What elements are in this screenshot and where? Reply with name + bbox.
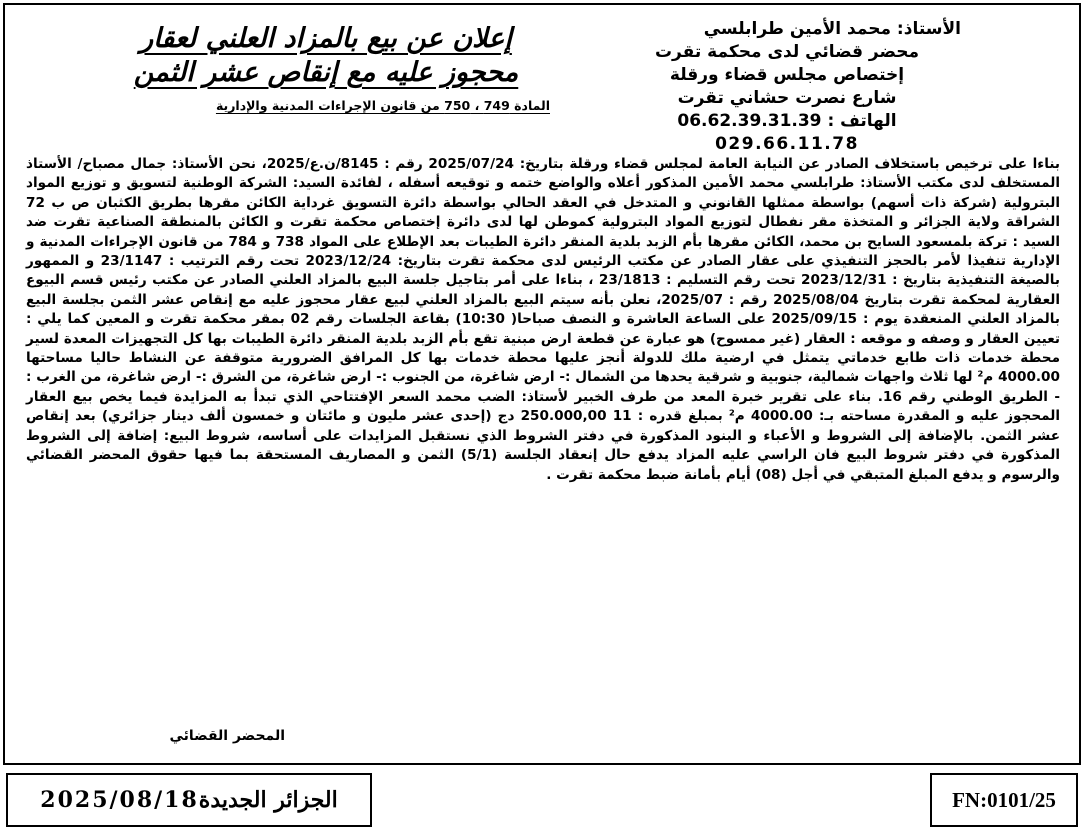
issuer-line: شارع نصرت حشاني تقرت	[677, 88, 897, 108]
issuer-block	[607, 18, 967, 156]
issuer-name: الأستاذ: محمد الأمين طرابلسي	[703, 19, 961, 39]
newspaper-name: الجزائر الجديدة	[198, 787, 338, 813]
announcement-title-line-1: إعلان عن بيع بالمزاد العلني لعقار	[140, 23, 512, 54]
issuer-line: محضر قضائي لدى محكمة تقرت	[654, 42, 920, 62]
bailiff-signature-label: المحضر القضائي	[169, 728, 285, 744]
issuer-line: إختصاص مجلس قضاء ورقلة	[669, 65, 905, 85]
file-number-box	[930, 773, 1078, 827]
issuer-phone-line-2	[607, 133, 967, 156]
newspaper-footer	[6, 773, 372, 827]
announcement-title-line-2: محجوز عليه مع إنقاص عشر الثمن	[133, 57, 519, 88]
issuer-phone-line	[607, 110, 967, 133]
phone-number-1: 06.62.39.31.39	[677, 111, 822, 131]
law-reference: المادة 749 ، 750 من قانون الإجراءات المدنية والإدارية	[215, 98, 550, 113]
phone-number-2: 029.66.11.78	[715, 134, 859, 154]
announcement-title-block	[56, 22, 596, 113]
file-number: FN:0101/25	[952, 787, 1056, 812]
phone-label: الهاتف :	[827, 111, 897, 131]
announcement-body: بناءا على ترخيص باستخلاف الصادر عن النيابة العامة لمجلس قضاء ورقلة بتاريخ: 2025/07/24 رقم : 8145/ن.ع/2025، نحن الأستاذ: جمال مصباح/ الأستاذ المستخلف لدى مكتب الأستاذ: طرابلسي محمد الأمين المذكور أعلاه والواضع ختمه و توقيعه أسفله ، لفائدة السيد: الشركة الوطنية لتسويق و توزيع المواد البترولية (شركة ذات أسهم) بواسطة ممثلها القانوني و المتدخل في العقد الحالي بواسطة دائرة التسويق غرداية الكائن مقرها بطريق الكثبان ص ب 72 الشراقة ولاية الجزائر و المتخذة مقر نفطال لتوزيع المواد البترولية كموطن لها لدى دائرة إختصاص محكمة تقرت و الكائن بالمنطقة الصناعية تقرت ضد السيد : تركة بلمسعود السايح بن محمد، الكائن مقرها بأم الزبد بلدية المنقر دائرة الطيبات بعد الإطلاع على المواد 738 و 784 من قانون الإجراءات المدنية و الإدارية تنفيذا لأمر بالحجز التنفيذي على عقار الصادر عن مكتب الرئيس لدى محكمة تقرت بتاريخ: 2023/12/24 تحت رقم الترتيب : 23/1147 و الممهور بالصيغة التنفيذية بتاريخ : 2023/12/31 تحت رقم التسليم : 23/1813 ، بناءا على أمر بتاجيل جلسة البيع بالمزاد العلني الصادر عن مكتب رئيس قسم البيوع العقارية لمحكمة تقرت بتاريخ 2025/08/04 رقم : 2025/07، نعلن بأنه سيتم البيع بالمزاد العلني لبيع عقار محجوز عليه مع إنقاص عشر الثمن بجلسة البيع بالمزاد العلني المنعقدة يوم : 2025/09/15 على الساعة العاشرة و النصف صباحا( 10:30) بقاعة الجلسات رقم 02 بمقر محكمة تقرت و المعين كما يلي : تعيين العقار و وصفه و موقعه : العقار (غير ممسوح) هو عبارة عن قطعة ارض مبنية تقع بأم الزبد بلدية المنقر دائرة الطيبات بها كل التجهيزات المعدة لسير محطة خدمات ذات طابع خدماتي يتمثل في ارضية ملك للدولة أنجز عليها محطة خدمات بها كل المرافق الضرورية متوقفة عن النشاط حاليا مساحتها 4000.00 م² لها ثلاث واجهات شمالية، جنوبية و شرقية يحدها من الشمال :- ارض شاغرة، من الجنوب :- ارض شاغرة، من الشرق :- ارض شاغرة، من الغرب : - الطريق الوطني رقم 16. بناء على تقرير خبرة المعد من طرف الخبير لأستاذ: الضب محمد السعر الإفتتاحي الذي تبدأ به المزايدة فيما يخص بيع العقار المحجوز عليه و المقدرة مساحته بـ: 4000.00 م² بمبلغ قدره : 11 250.000,00 دج (إحدى عشر مليون و مائتان و خمسون ألف دينار جزائري) بعد إنقاص عشر الثمن. بالإضافة إلى الشروط و الأعباء و البنود المذكورة في دفتر الشروط الذي نستقبل المزايدات على أساسه، شروط البيع: إضافة إلى الشروط المذكورة في دفتر شروط البيع فان الراسي عليه المزاد يدفع حال إنعقاد الجلسة (5/1) الثمن و المصاريف المستحقة بما فيها حقوق المحضر القضائي والرسوم و يدفع المبلغ المتبقي في أجل (08) أيام بأمانة ضبط محكمة تقرت .	[26, 156, 1061, 483]
publication-date: 2025/08/18	[40, 787, 199, 813]
